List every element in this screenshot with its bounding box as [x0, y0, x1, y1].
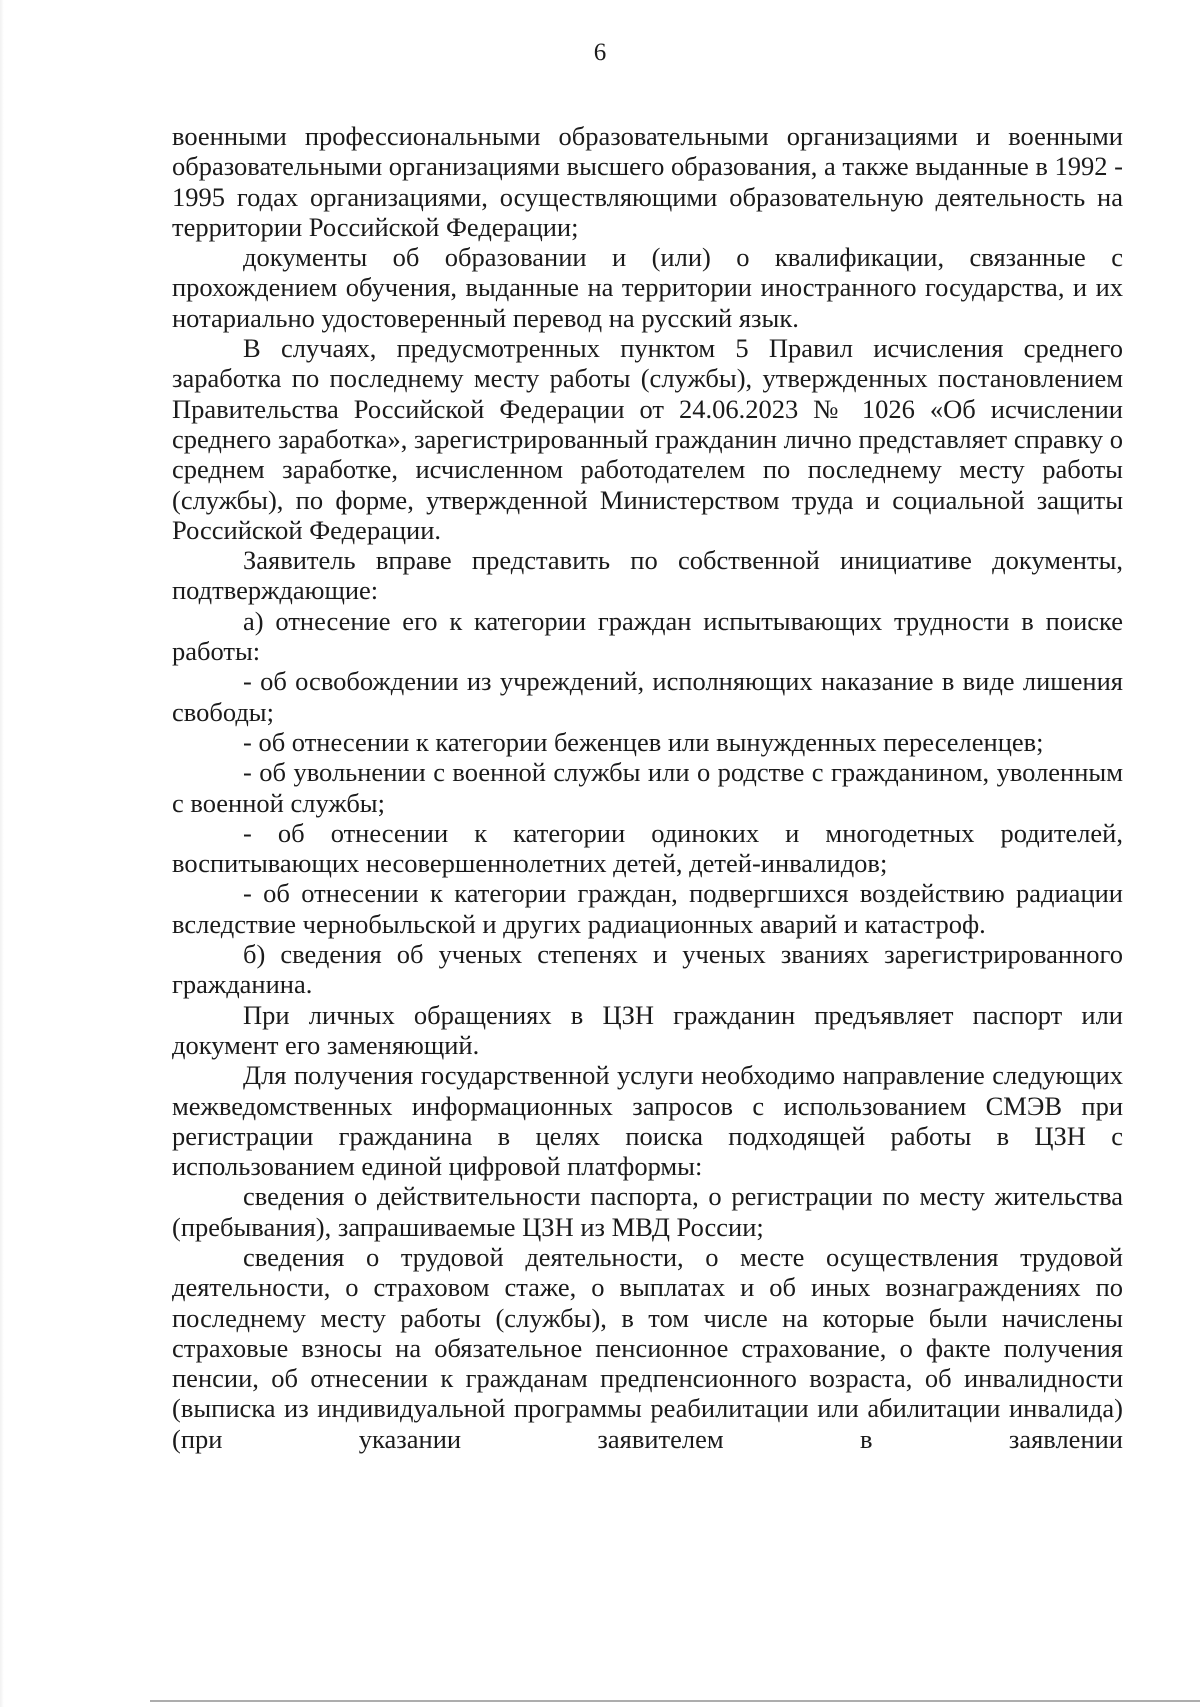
scan-bottom-line: [150, 1700, 1200, 1702]
paragraph: сведения о действительности паспорта, о регистрации по месту жительства (пребывания), запрашиваемые ЦЗН из МВД России;: [172, 1181, 1123, 1242]
document-body: [172, 121, 1123, 1454]
paragraph: В случаях, предусмотренных пунктом 5 Правил исчисления среднего заработка по последнему месту работы (службы), утвержденных постановлением Правительства Российской Федерации от 24.06.2023 № 1026 «Об исчислении среднего заработка», зарегистрированный гражданин лично представляет справку о среднем заработке, исчисленном работодателем по последнему месту работы (службы), по форме, утвержденной Министерством труда и социальной защиты Российской Федерации.: [172, 333, 1123, 545]
paragraph: военными профессиональными образовательными организациями и военными образовательными организациями высшего образования, а также выданные в 1992 - 1995 годах организациями, осуществляющими образовательную деятельность на территории Российской Федерации;: [172, 121, 1123, 242]
list-item: - об увольнении с военной службы или о родстве с гражданином, уволенным с военной службы;: [172, 757, 1123, 818]
page-number: 6: [593, 39, 607, 66]
paragraph: Заявитель вправе представить по собственной инициативе документы, подтверждающие:: [172, 545, 1123, 606]
list-item: - об отнесении к категории одиноких и многодетных родителей, воспитывающих несовершеннолетних детей, детей-инвалидов;: [172, 817, 1123, 879]
paragraph: Для получения государственной услуги необходимо направление следующих межведомственных информационных запросов с использованием СМЭВ при регистрации гражданина в целях поиска подходящей работы в ЦЗН с использованием единой цифровой платформы:: [172, 1060, 1123, 1182]
paragraph: сведения о трудовой деятельности, о месте осуществления трудовой деятельности, о страховом стаже, о выплатах и об иных вознаграждениях по последнему месту работы (службы), в том числе на которые были начислены страховые взносы на обязательное пенсионное страхование, о факте получения пенсии, об отнесении к гражданам предпенсионного возраста, об инвалидности (выписка из индивидуальной программы реабилитации или абилитации инвалида) (при указании заявителем в заявлении: [172, 1241, 1123, 1454]
paragraph: б) сведения об ученых степенях и ученых званиях зарегистрированного гражданина.: [172, 939, 1123, 1000]
scan-edge: [0, 0, 4, 1707]
list-item: - об отнесении к категории граждан, подвергшихся воздействию радиации вследствие чернобыльской и других радиационных аварий и катастроф.: [172, 878, 1123, 939]
paragraph: При личных обращениях в ЦЗН гражданин предъявляет паспорт или документ его заменяющий.: [172, 999, 1123, 1060]
paragraph: а) отнесение его к категории граждан испытывающих трудности в поиске работы:: [172, 605, 1123, 667]
list-item: - об отнесении к категории беженцев или вынужденных переселенцев;: [243, 726, 1044, 757]
list-item: - об освобождении из учреждений, исполняющих наказание в виде лишения свободы;: [172, 666, 1123, 727]
paragraph: документы об образовании и (или) о квалификации, связанные с прохождением обучения, выданные на территории иностранного государства, и их нотариально удостоверенный перевод на русский язык.: [172, 242, 1123, 333]
